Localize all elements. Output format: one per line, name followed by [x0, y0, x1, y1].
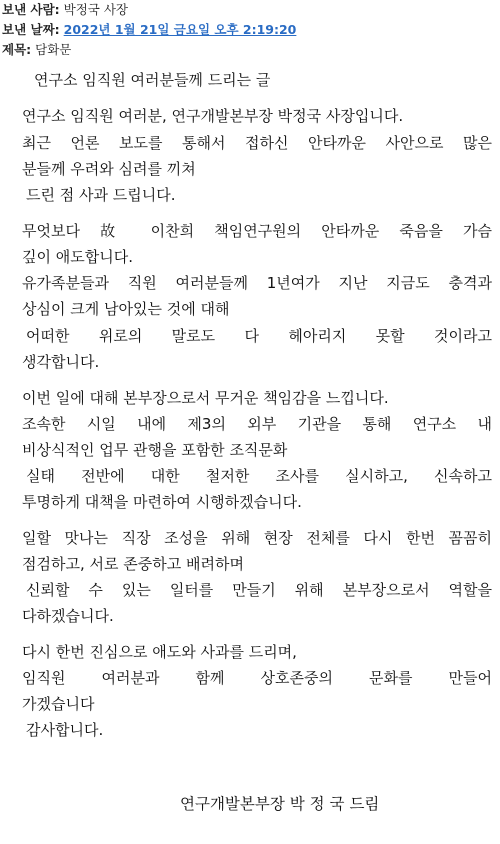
subject-label: 제목: — [2, 42, 32, 57]
letter-line: 이번 일에 대해 본부장으로서 무거운 책임감을 느낍니다. — [22, 389, 389, 407]
letter-line: 점검하고, 서로 존중하고 배려하며 — [22, 555, 244, 573]
subject-value: 담화문 — [35, 42, 72, 57]
letter-line: 투명하게 대책을 마련하여 시행하겠습니다. — [22, 493, 302, 511]
letter-line: 일할 맛나는 직장 조성을 위해 현장 전체를 다시 한번 꼼꼼히 — [22, 529, 492, 547]
letter-line: 비상식적인 업무 관행을 포함한 조직문화 — [22, 441, 288, 459]
letter-line: 어떠한 위로의 말로도 다 헤아리지 못할 것이라고 — [26, 327, 492, 345]
letter-line: 다시 한번 진심으로 애도와 사과를 드리며, — [22, 643, 297, 661]
letter-line: 신뢰할 수 있는 일터를 만들기 위해 본부장으로서 역할을 — [26, 581, 492, 599]
letter-line: 드린 점 사과 드립니다. — [26, 186, 176, 204]
sender-row — [2, 0, 128, 20]
date-label: 보낸 날짜: — [2, 22, 60, 37]
letter-line: 연구소 임직원 여러분, 연구개발본부장 박정국 사장입니다. — [22, 107, 404, 125]
letter-body — [0, 60, 500, 844]
letter-line: 상심이 크게 남아있는 것에 대해 — [22, 300, 230, 318]
subject-row — [2, 40, 71, 60]
letter-line: 임직원 여러분과 함께 상호존중의 문화를 만들어 — [22, 669, 492, 687]
letter-line: 감사합니다. — [26, 721, 104, 739]
letter-line: 유가족분들과 직원 여러분들께 1년여가 지난 지금도 충격과 — [22, 274, 492, 292]
letter-line: 생각합니다. — [22, 353, 100, 371]
sender-label: 보낸 사람: — [2, 2, 60, 17]
email-header — [0, 0, 500, 60]
letter-line: 깊이 애도합니다. — [22, 248, 133, 266]
sender-value: 박정국 사장 — [63, 2, 128, 17]
letter-line: 분들께 우려와 심려를 끼쳐 — [22, 160, 196, 178]
letter-line: 조속한 시일 내에 제3의 외부 기관을 통해 연구소 내 — [22, 415, 492, 433]
letter-title: 연구소 임직원 여러분들께 드리는 글 — [34, 71, 271, 89]
date-row — [2, 20, 296, 40]
signature: 연구개발본부장 박 정 국 드림 — [180, 795, 380, 813]
letter-line: 실태 전반에 대한 철저한 조사를 실시하고, 신속하고 — [26, 467, 492, 485]
letter-line: 가겠습니다 — [22, 695, 95, 713]
letter-line: 다하겠습니다. — [22, 607, 114, 625]
letter-line: 최근 언론 보도를 통해서 접하신 안타까운 사안으로 많은 — [22, 134, 492, 152]
date-link[interactable]: 2022년 1월 21일 금요일 오후 2:19:20 — [63, 22, 297, 37]
letter-line: 무엇보다 故 이찬희 책임연구원의 안타까운 죽음을 가슴 — [22, 222, 492, 240]
